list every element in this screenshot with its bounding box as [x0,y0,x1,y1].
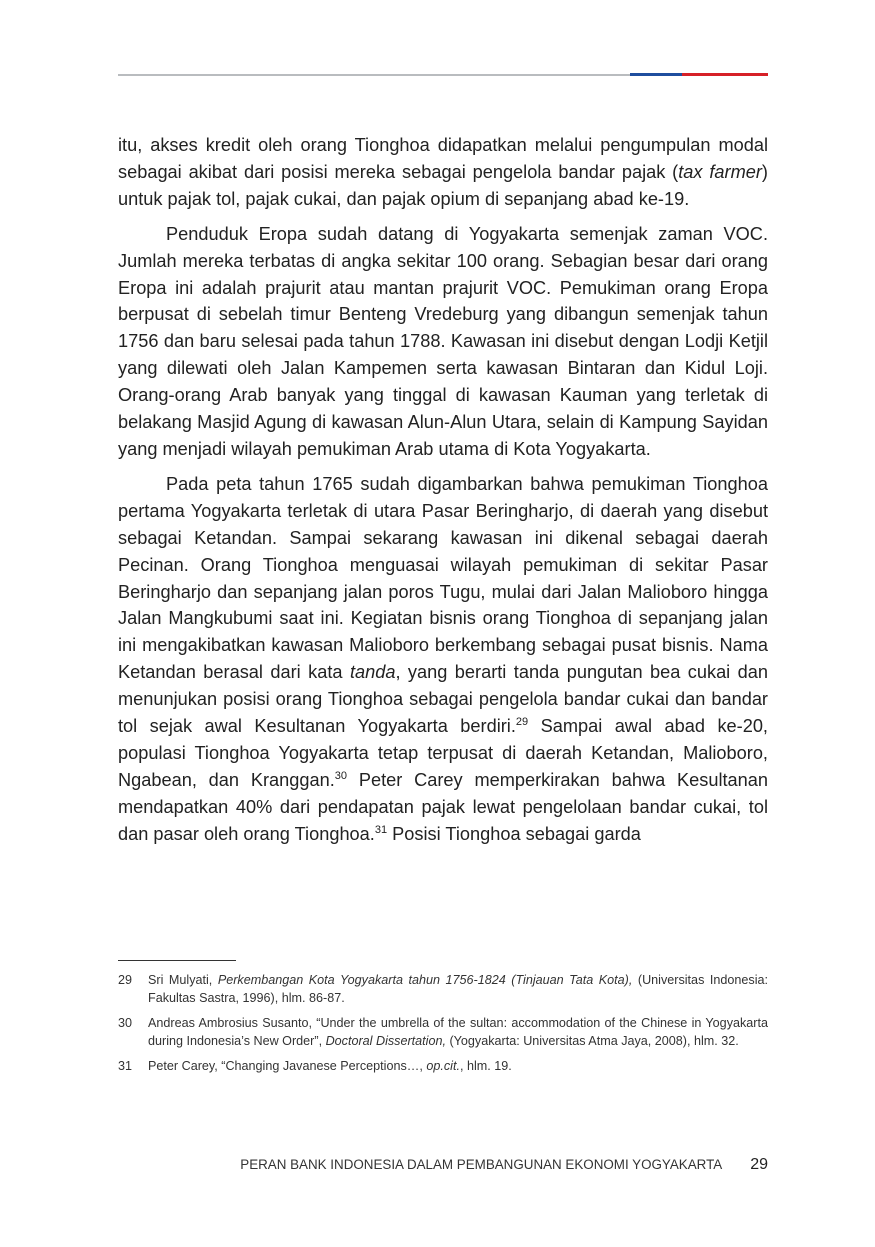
body-paragraph [118,132,768,213]
text-run: , yang berarti tanda pungutan bea cukai dan menunjukan posisi orang Tionghoa sebagai pengelola bandar cukai dan bandar tol sejak awal Kesultanan Yogyakarta berdiri. [118,662,768,737]
header-rule-blue [630,73,682,76]
footnote-number: 31 [118,1059,133,1073]
text-run: , hlm. 19. [459,1059,512,1073]
text-run: Sampai awal abad ke-20, populasi Tionghoa Yogyakarta tetap terpusat di daerah Ketandan, Malioboro, Ngabean, dan Kranggan. [118,716,768,790]
text-run: ) untuk pajak tol, pajak cukai, dan pajak opium di sepanjang abad ke-19. [118,161,768,209]
footnote-text [148,1015,768,1050]
italic-text: tax farmer [678,161,762,182]
footnote-item [118,1058,768,1076]
italic-text: Perkembangan Kota Yogyakarta tahun 1756-1824 (Tinjauan Tata Kota), [217,973,633,987]
footnote-number: 30 [118,1016,133,1030]
text-run: Pada peta tahun 1765 sudah digambarkan bahwa pemukiman Tionghoa pertama Yogyakarta terletak di utara Pasar Beringharjo, di daerah yang disebut sebagai Ketandan. Sampai sekarang kawasan ini dikenal sebagai daerah Pecinan. Orang Tionghoa menguasai wilayah pemukiman di sekitar Pasar Beringharjo dan sepanjang jalan poros Tugu, mulai dari Jalan Malioboro hingga Jalan Mangkubumi saat ini. Kegiatan bisnis orang Tionghoa di sepanjang jalan ini mengakibatkan kawasan Malioboro berkembang sebagai pusat bisnis. Nama Ketandan berasal dari kata [118,473,768,683]
header-rule-gray [118,74,630,76]
body-paragraph [118,221,768,463]
text-run: Peter Carey memperkirakan bahwa Kesultanan mendapatkan 40% dari pendapatan pajak lewat pengelolaan bandar cukai, tol dan pasar oleh orang Tionghoa. [118,769,769,844]
text-run: (Universitas Indonesia: Fakultas Sastra, 1996), hlm. 86-87. [148,973,768,1005]
footnote-text [148,1058,768,1076]
footnote-text [148,972,768,1007]
page-footer [240,1156,768,1174]
text-run: Andreas Ambrosius Susanto, “Under the umbrella of the sultan: accommodation of the Chinese in Yogyakarta during Indonesia’s New Order”, [148,1016,768,1048]
text-run: itu, akses kredit oleh orang Tionghoa didapatkan melalui pengumpulan modal sebagai akibat dari posisi mereka sebagai pengelola bandar pajak ( [118,135,768,182]
text-run: Sri Mulyati, [148,973,218,987]
footnote-reference: 31 [374,823,388,836]
header-rule-red [682,73,768,76]
italic-text: Doctoral Dissertation, [325,1033,446,1048]
footnote-reference: 30 [334,769,348,782]
footnote-separator [118,960,236,961]
main-body-text [118,132,768,856]
footnote-item [118,1015,768,1050]
page-number: 29 [750,1156,768,1173]
footnote-reference: 29 [515,715,529,728]
footnote-item [118,972,768,1007]
footnotes-section [118,972,768,1084]
text-run: Penduduk Eropa sudah datang di Yogyakarta semenjak zaman VOC. Jumlah mereka terbatas di angka sekitar 100 orang. Sebagian besar dari orang Eropa ini adalah prajurit atau mantan prajurit VOC. Pemukiman orang Eropa berpusat di sebelah timur Benteng Vredeburg yang dibangun semenjak tahun 1756 dan baru selesai pada tahun 1788. Kawasan ini disebut dengan Lodji Ketjil yang dilewati oleh Jalan Kampemen serta kawasan Bintaran dan Kidul Loji. Orang-orang Arab banyak yang tinggal di kawasan Kauman yang terletak di belakang Masjid Agung di kawasan Alun-Alun Utara, selain di Kampung Sayidan yang menjadi wilayah pemukiman Arab utama di Kota Yogyakarta. [118,223,768,459]
italic-text: op.cit. [426,1059,460,1073]
text-run: Posisi Tionghoa sebagai garda [387,823,641,844]
italic-text: tanda [349,662,396,683]
running-title: PERAN BANK INDONESIA DALAM PEMBANGUNAN EKONOMI YOGYAKARTA [240,1157,723,1172]
text-run: (Yogyakarta: Universitas Atma Jaya, 2008), hlm. 32. [445,1033,739,1048]
body-paragraph [118,471,768,848]
footnote-number: 29 [118,973,133,987]
header-rule [118,73,768,76]
text-run: Peter Carey, “Changing Javanese Perceptions…, [148,1059,427,1073]
